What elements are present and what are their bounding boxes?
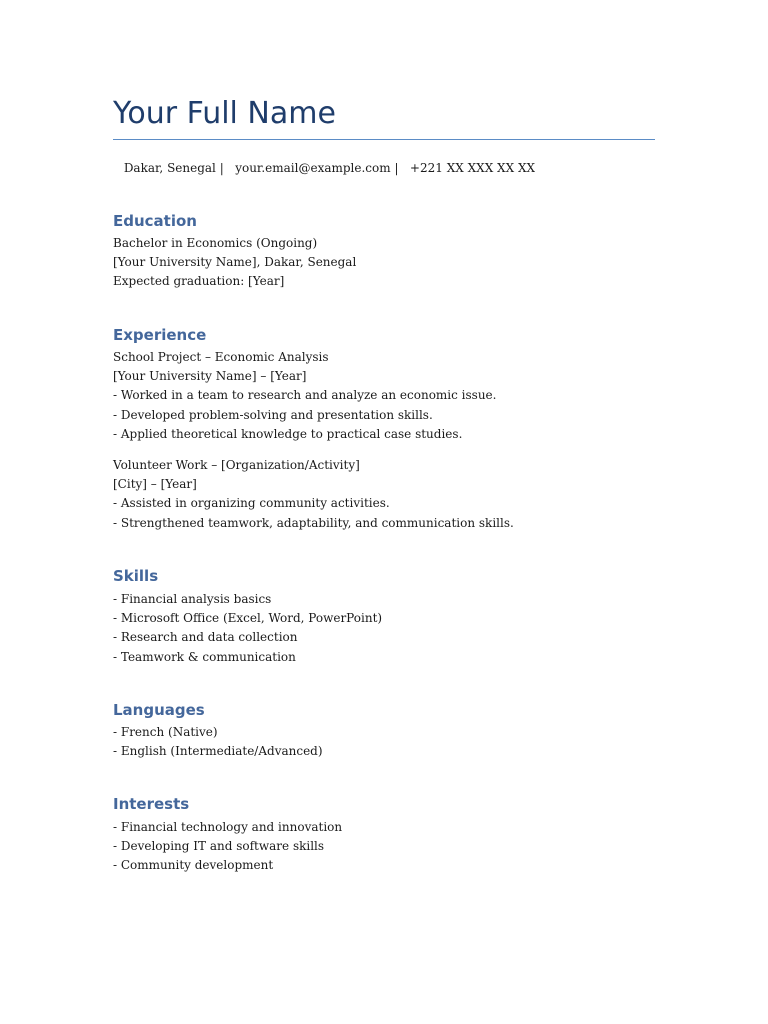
education-details <box>113 234 356 292</box>
skill-item: - Microsoft Office (Excel, Word, PowerPoint) <box>113 611 383 626</box>
skill-item: - Financial analysis basics <box>113 592 272 606</box>
skill-item: - Teamwork & communication <box>113 649 296 664</box>
interest-item: - Community development <box>113 858 274 873</box>
skills-heading: Skills <box>113 567 159 585</box>
header-divider <box>113 139 655 140</box>
full-name: Your Full Name <box>113 96 336 131</box>
experience-bullet: - Assisted in organizing community activities. <box>113 496 390 511</box>
experience-title: Volunteer Work – [Organization/Activity] <box>113 458 360 472</box>
experience-entry-school-project <box>113 348 496 444</box>
experience-bullet: - Worked in a team to research and analyze an economic issue. <box>113 388 497 403</box>
experience-bullet: - Developed problem-solving and presentation skills. <box>113 407 433 422</box>
skills-list <box>113 590 382 667</box>
education-school: [Your University Name], Dakar, Senegal <box>113 255 357 270</box>
experience-heading: Experience <box>113 326 207 344</box>
education-heading: Education <box>113 212 197 230</box>
contact-line: Dakar, Senegal | your.email@example.com | +221 XX XXX XX XX <box>120 161 536 175</box>
experience-bullet: - Strengthened teamwork, adaptability, and communication skills. <box>113 515 514 530</box>
experience-bullet: - Applied theoretical knowledge to practical case studies. <box>113 426 463 441</box>
education-graduation: Expected graduation: [Year] <box>113 274 285 289</box>
language-item: - English (Intermediate/Advanced) <box>113 744 323 759</box>
education-degree: Bachelor in Economics (Ongoing) <box>113 236 318 250</box>
experience-org-date: [City] – [Year] <box>113 477 197 492</box>
experience-title: School Project – Economic Analysis <box>113 350 329 364</box>
languages-heading: Languages <box>113 701 205 719</box>
interest-item: - Developing IT and software skills <box>113 839 325 854</box>
interest-item: - Financial technology and innovation <box>113 820 343 834</box>
language-item: - French (Native) <box>113 725 218 739</box>
languages-list <box>113 723 323 761</box>
experience-org-date: [Your University Name] – [Year] <box>113 369 307 384</box>
experience-entry-volunteer <box>113 456 514 533</box>
interests-list <box>113 818 342 876</box>
skill-item: - Research and data collection <box>113 630 298 645</box>
interests-heading: Interests <box>113 795 190 813</box>
